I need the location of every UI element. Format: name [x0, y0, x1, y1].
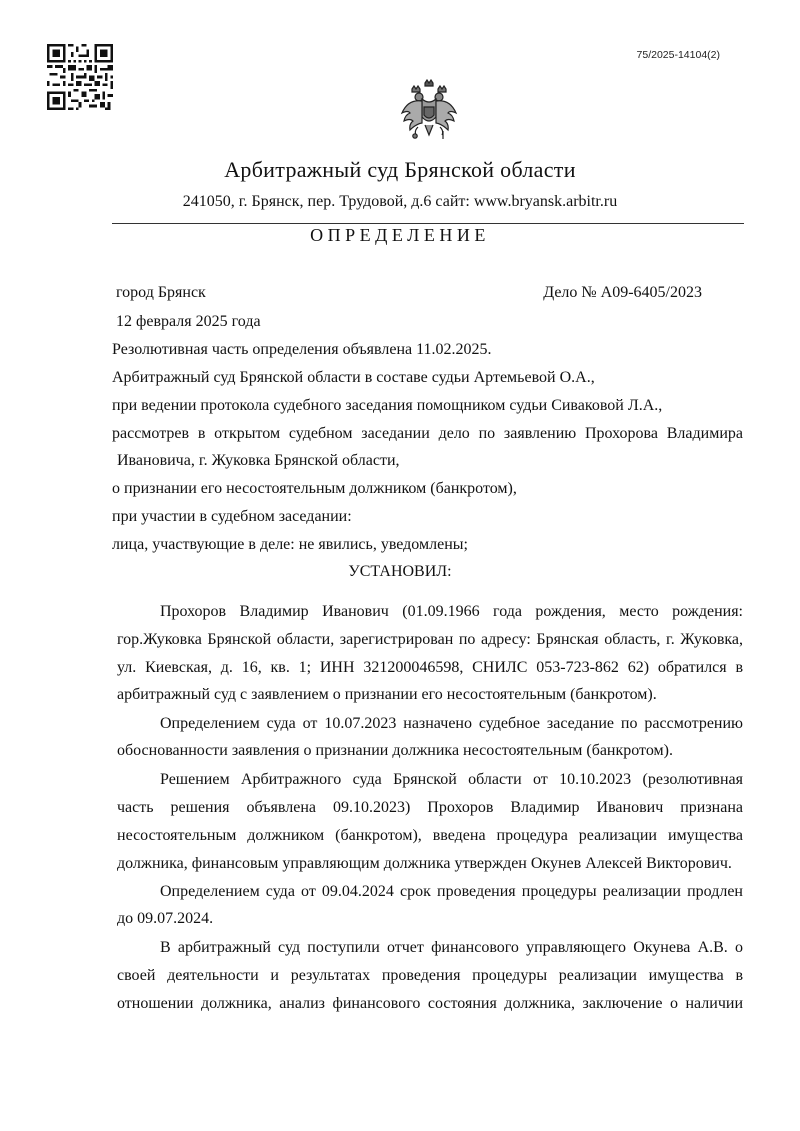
city: город Брянск [116, 284, 206, 301]
body-line: В арбитражный суд поступили отчет финансового управляющего Окунева А.В. о [160, 939, 743, 956]
court-address: 241050, г. Брянск, пер. Трудовой, д.6 сайт: www.bryansk.arbitr.ru [182, 193, 618, 210]
body-line: обоснованности заявления о признании должника несостоятельным (банкротом). [117, 742, 673, 759]
decision-date: 12 февраля 2025 года [116, 313, 261, 330]
coat-of-arms-emblem [398, 79, 460, 145]
body-line: ул. Киевская, д. 16, кв. 1; ИНН 321200046598, СНИЛС 053-723-862 62) обратился в [117, 659, 743, 676]
document-type-heading: ОПРЕДЕЛЕНИЕ [310, 225, 490, 245]
document-number: 75/2025-14104(2) [636, 49, 720, 61]
body-line: гор.Жуковка Брянской области, зарегистрирован по адресу: Брянская область, г. Жуковка, [117, 631, 743, 648]
intro-line: лица, участвующие в деле: не явились, уведомлены; [112, 536, 468, 553]
intro-line: Ивановича, г. Жуковка Брянской области, [117, 452, 400, 469]
intro-line: Арбитражный суд Брянской области в составе судьи Артемьевой О.А., [112, 369, 595, 386]
intro-line: Резолютивная часть определения объявлена 11.02.2025. [112, 341, 492, 358]
case-number: Дело № А09-6405/2023 [543, 284, 702, 301]
body-line: несостоятельным должником (банкротом), введена процедура реализации имущества [117, 827, 743, 844]
section-heading: УСТАНОВИЛ: [348, 563, 452, 580]
body-line: Определением суда от 10.07.2023 назначено судебное заседание по рассмотрению [160, 715, 743, 732]
body-line: Решением Арбитражного суда Брянской области от 10.10.2023 (резолютивная [160, 771, 743, 788]
body-line: арбитражный суд с заявлением о признании его несостоятельным (банкротом). [117, 686, 657, 703]
header-divider [112, 223, 744, 224]
intro-line: рассмотрев в открытом судебном заседании дело по заявлению Прохорова Владимира [112, 425, 743, 442]
body-line: часть решения объявлена 09.10.2023) Прохоров Владимир Иванович признана [117, 799, 743, 816]
intro-line: при ведении протокола судебного заседания помощником судьи Сиваковой Л.А., [112, 397, 663, 414]
body-line: до 09.07.2024. [117, 910, 214, 927]
qr-code [47, 44, 113, 110]
body-line: отношении должника, анализ финансового состояния должника, заключение о наличии [117, 995, 743, 1012]
body-line: своей деятельности и результатах проведения процедуры реализации имущества в [117, 967, 743, 984]
body-line: Прохоров Владимир Иванович (01.09.1966 года рождения, место рождения: [160, 603, 743, 620]
body-line: Определением суда от 09.04.2024 срок проведения процедуры реализации продлен [160, 883, 743, 900]
intro-line: при участии в судебном заседании: [112, 508, 352, 525]
court-title: Арбитражный суд Брянской области [224, 157, 576, 182]
intro-line: о признании его несостоятельным должником (банкротом), [112, 480, 517, 497]
body-line: должника, финансовым управляющим должника утвержден Окунев Алексей Викторович. [117, 855, 732, 872]
